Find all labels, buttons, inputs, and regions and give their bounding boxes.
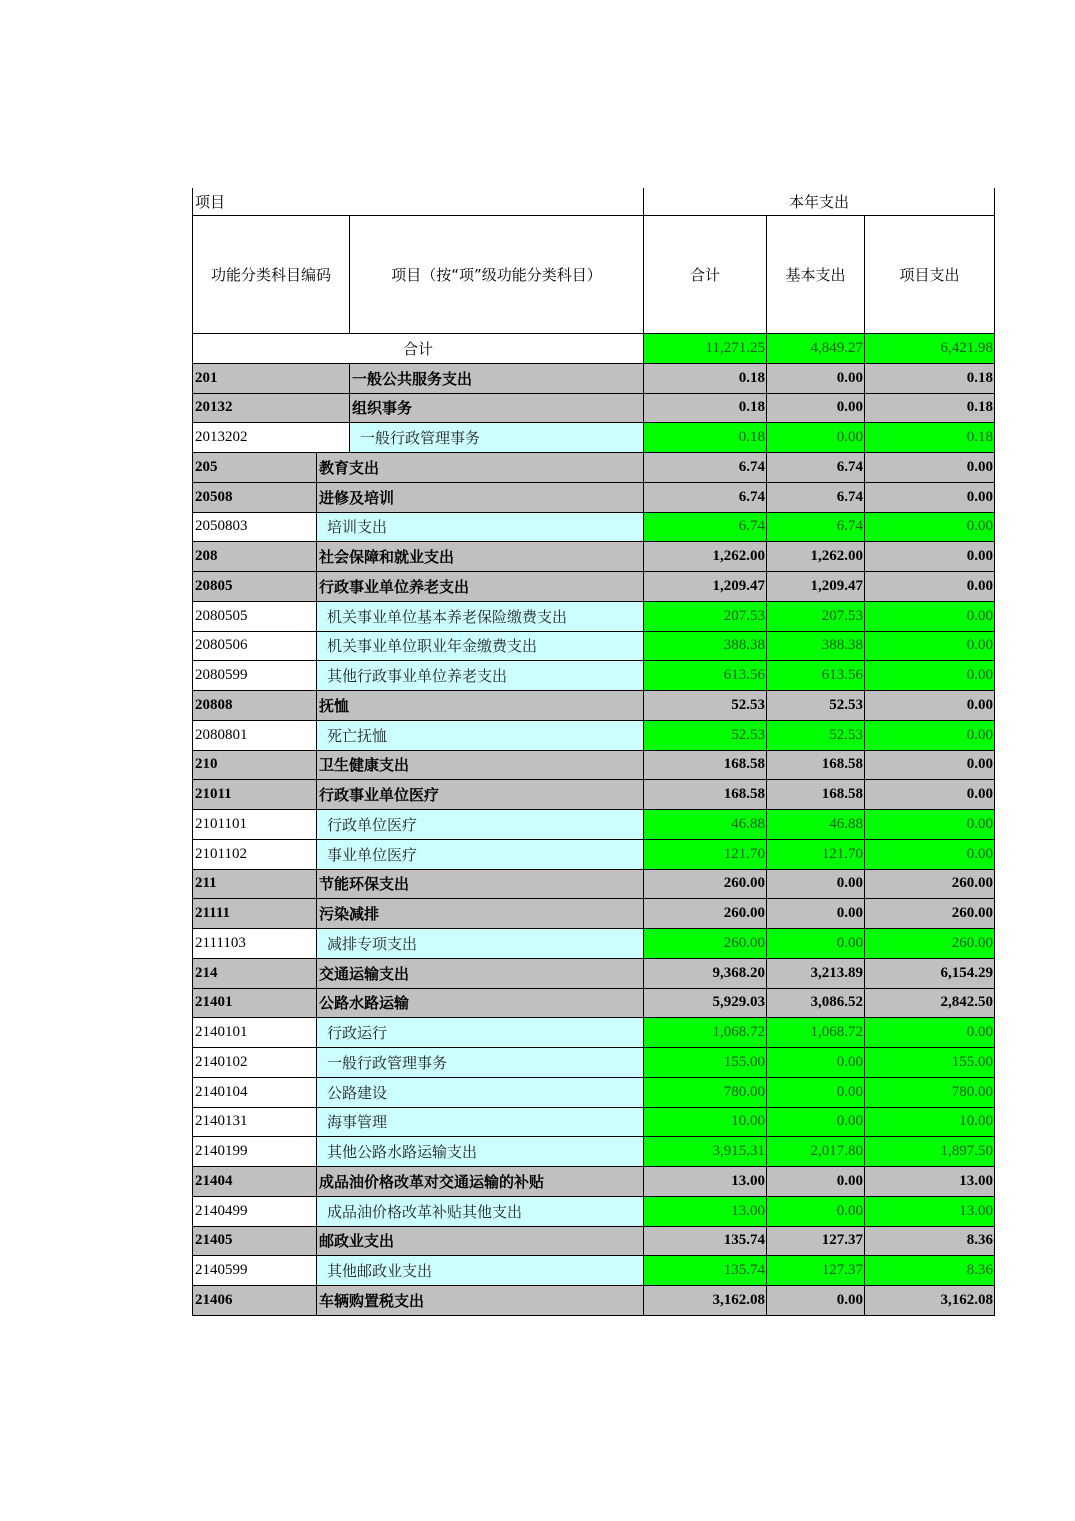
row-total: 6.74 bbox=[643, 453, 766, 482]
row-total: 52.53 bbox=[643, 721, 766, 750]
table-row bbox=[192, 423, 995, 453]
row-total: 780.00 bbox=[643, 1078, 766, 1107]
row-code: 2080506 bbox=[192, 632, 316, 661]
row-code: 21404 bbox=[192, 1167, 316, 1196]
row-project: 0.00 bbox=[864, 721, 995, 750]
row-basic: 0.00 bbox=[766, 1108, 864, 1137]
total-row-label: 合计 bbox=[192, 334, 643, 363]
row-total: 13.00 bbox=[643, 1197, 766, 1226]
row-item-name: 一般公共服务支出 bbox=[349, 364, 643, 393]
row-total: 3,162.08 bbox=[643, 1286, 766, 1315]
row-code: 2101101 bbox=[192, 810, 316, 839]
row-basic: 0.00 bbox=[766, 899, 864, 928]
row-project: 0.00 bbox=[864, 840, 995, 869]
table-row bbox=[192, 989, 995, 1019]
row-item-name: 其他行政事业单位养老支出 bbox=[316, 661, 643, 690]
table-row bbox=[192, 1286, 995, 1316]
table-row bbox=[192, 632, 995, 662]
project-header: 项目 bbox=[192, 188, 643, 215]
row-item-name: 进修及培训 bbox=[316, 483, 643, 512]
row-basic: 388.38 bbox=[766, 632, 864, 661]
row-project: 2,842.50 bbox=[864, 989, 995, 1018]
table-row bbox=[192, 513, 995, 543]
row-project: 0.00 bbox=[864, 602, 995, 631]
table-row bbox=[192, 1227, 995, 1257]
row-project: 8.36 bbox=[864, 1256, 995, 1285]
row-project: 780.00 bbox=[864, 1078, 995, 1107]
row-project: 10.00 bbox=[864, 1108, 995, 1137]
row-item-name: 行政事业单位养老支出 bbox=[316, 572, 643, 601]
row-total: 207.53 bbox=[643, 602, 766, 631]
row-item-name: 成品油价格改革补贴其他支出 bbox=[316, 1197, 643, 1226]
row-code: 20808 bbox=[192, 691, 316, 720]
row-item-name: 海事管理 bbox=[316, 1108, 643, 1137]
row-code: 2140101 bbox=[192, 1018, 316, 1047]
row-project: 8.36 bbox=[864, 1227, 995, 1256]
row-project: 260.00 bbox=[864, 899, 995, 928]
row-basic: 0.00 bbox=[766, 1048, 864, 1077]
code-header: 功能分类科目编码 bbox=[192, 216, 349, 333]
row-item-name: 培训支出 bbox=[316, 513, 643, 542]
row-project: 260.00 bbox=[864, 929, 995, 958]
table-row bbox=[192, 661, 995, 691]
row-total: 613.56 bbox=[643, 661, 766, 690]
row-basic: 1,209.47 bbox=[766, 572, 864, 601]
row-item-name: 机关事业单位职业年金缴费支出 bbox=[316, 632, 643, 661]
row-basic: 0.00 bbox=[766, 929, 864, 958]
row-code: 211 bbox=[192, 870, 316, 899]
row-item-name: 污染减排 bbox=[316, 899, 643, 928]
row-project: 13.00 bbox=[864, 1197, 995, 1226]
row-basic: 1,068.72 bbox=[766, 1018, 864, 1047]
row-total: 388.38 bbox=[643, 632, 766, 661]
table-row bbox=[192, 1018, 995, 1048]
table-row bbox=[192, 1048, 995, 1078]
project-spend-header: 项目支出 bbox=[864, 216, 995, 333]
row-project: 1,897.50 bbox=[864, 1137, 995, 1166]
row-total: 6.74 bbox=[643, 483, 766, 512]
row-item-name: 死亡抚恤 bbox=[316, 721, 643, 750]
row-basic: 0.00 bbox=[766, 1078, 864, 1107]
row-total: 1,262.00 bbox=[643, 542, 766, 571]
row-total: 6.74 bbox=[643, 513, 766, 542]
row-item-name: 节能环保支出 bbox=[316, 870, 643, 899]
row-project: 0.00 bbox=[864, 572, 995, 601]
table-row bbox=[192, 542, 995, 572]
row-project: 0.00 bbox=[864, 1018, 995, 1047]
row-total: 121.70 bbox=[643, 840, 766, 869]
table-top-header bbox=[192, 188, 995, 216]
total-header: 合计 bbox=[643, 216, 766, 333]
row-code: 21011 bbox=[192, 780, 316, 809]
row-basic: 168.58 bbox=[766, 751, 864, 780]
table-row bbox=[192, 751, 995, 781]
row-basic: 1,262.00 bbox=[766, 542, 864, 571]
row-code: 2140199 bbox=[192, 1137, 316, 1166]
row-code: 21111 bbox=[192, 899, 316, 928]
table-row bbox=[192, 1256, 995, 1286]
row-basic: 127.37 bbox=[766, 1227, 864, 1256]
row-basic: 0.00 bbox=[766, 394, 864, 423]
row-code: 2080599 bbox=[192, 661, 316, 690]
table-row bbox=[192, 1197, 995, 1227]
table-row bbox=[192, 1167, 995, 1197]
table-row bbox=[192, 572, 995, 602]
row-basic: 6.74 bbox=[766, 513, 864, 542]
table-row bbox=[192, 929, 995, 959]
row-project: 260.00 bbox=[864, 870, 995, 899]
row-item-name: 组织事务 bbox=[349, 394, 643, 423]
row-project: 13.00 bbox=[864, 1167, 995, 1196]
row-code: 21405 bbox=[192, 1227, 316, 1256]
row-code: 2050803 bbox=[192, 513, 316, 542]
row-total: 13.00 bbox=[643, 1167, 766, 1196]
row-basic: 46.88 bbox=[766, 810, 864, 839]
row-code: 21406 bbox=[192, 1286, 316, 1315]
budget-table bbox=[192, 188, 995, 1316]
row-code: 208 bbox=[192, 542, 316, 571]
row-item-name: 行政运行 bbox=[316, 1018, 643, 1047]
row-code: 2140102 bbox=[192, 1048, 316, 1077]
row-item-name: 教育支出 bbox=[316, 453, 643, 482]
row-basic: 207.53 bbox=[766, 602, 864, 631]
row-basic: 0.00 bbox=[766, 870, 864, 899]
row-basic: 127.37 bbox=[766, 1256, 864, 1285]
row-item-name: 减排专项支出 bbox=[316, 929, 643, 958]
table-sub-header bbox=[192, 216, 995, 334]
row-code: 20132 bbox=[192, 394, 349, 423]
row-item-name: 公路建设 bbox=[316, 1078, 643, 1107]
table-row bbox=[192, 602, 995, 632]
row-total: 0.18 bbox=[643, 394, 766, 423]
row-basic: 52.53 bbox=[766, 691, 864, 720]
row-code: 2140599 bbox=[192, 1256, 316, 1285]
row-total: 0.18 bbox=[643, 364, 766, 393]
row-item-name: 一般行政管理事务 bbox=[349, 423, 643, 452]
row-item-name: 车辆购置税支出 bbox=[316, 1286, 643, 1315]
row-code: 2111103 bbox=[192, 929, 316, 958]
table-row bbox=[192, 899, 995, 929]
row-project: 6,154.29 bbox=[864, 959, 995, 988]
row-total: 3,915.31 bbox=[643, 1137, 766, 1166]
row-code: 214 bbox=[192, 959, 316, 988]
row-item-name: 机关事业单位基本养老保险缴费支出 bbox=[316, 602, 643, 631]
row-code: 2140131 bbox=[192, 1108, 316, 1137]
row-item-name: 交通运输支出 bbox=[316, 959, 643, 988]
row-total: 135.74 bbox=[643, 1256, 766, 1285]
row-project: 0.00 bbox=[864, 513, 995, 542]
row-total: 9,368.20 bbox=[643, 959, 766, 988]
row-code: 20805 bbox=[192, 572, 316, 601]
row-basic: 0.00 bbox=[766, 1167, 864, 1196]
row-project: 0.18 bbox=[864, 364, 995, 393]
row-total: 1,209.47 bbox=[643, 572, 766, 601]
row-basic: 0.00 bbox=[766, 364, 864, 393]
table-row bbox=[192, 870, 995, 900]
row-total: 168.58 bbox=[643, 751, 766, 780]
table-row bbox=[192, 453, 995, 483]
row-project: 0.18 bbox=[864, 394, 995, 423]
row-item-name: 其他邮政业支出 bbox=[316, 1256, 643, 1285]
row-item-name: 其他公路水路运输支出 bbox=[316, 1137, 643, 1166]
table-row bbox=[192, 721, 995, 751]
row-project: 0.00 bbox=[864, 661, 995, 690]
row-total: 5,929.03 bbox=[643, 989, 766, 1018]
row-code: 20508 bbox=[192, 483, 316, 512]
row-total: 135.74 bbox=[643, 1227, 766, 1256]
row-code: 2013202 bbox=[192, 423, 349, 452]
row-item-name: 卫生健康支出 bbox=[316, 751, 643, 780]
row-project: 3,162.08 bbox=[864, 1286, 995, 1315]
row-total: 168.58 bbox=[643, 780, 766, 809]
row-basic: 52.53 bbox=[766, 721, 864, 750]
row-total: 260.00 bbox=[643, 870, 766, 899]
table-row bbox=[192, 483, 995, 513]
row-total: 155.00 bbox=[643, 1048, 766, 1077]
row-item-name: 行政单位医疗 bbox=[316, 810, 643, 839]
row-item-name: 事业单位医疗 bbox=[316, 840, 643, 869]
year-spend-header: 本年支出 bbox=[643, 188, 995, 215]
row-code: 201 bbox=[192, 364, 349, 393]
row-code: 21401 bbox=[192, 989, 316, 1018]
basic-header: 基本支出 bbox=[766, 216, 864, 333]
total-row-basic: 4,849.27 bbox=[766, 334, 864, 363]
row-project: 0.00 bbox=[864, 691, 995, 720]
table-row bbox=[192, 959, 995, 989]
table-row bbox=[192, 364, 995, 394]
row-item-name: 抚恤 bbox=[316, 691, 643, 720]
row-basic: 6.74 bbox=[766, 453, 864, 482]
total-row bbox=[192, 334, 995, 364]
row-basic: 3,086.52 bbox=[766, 989, 864, 1018]
row-code: 2140104 bbox=[192, 1078, 316, 1107]
row-total: 52.53 bbox=[643, 691, 766, 720]
row-basic: 6.74 bbox=[766, 483, 864, 512]
table-body bbox=[192, 364, 995, 1316]
total-row-total: 11,271.25 bbox=[643, 334, 766, 363]
row-project: 0.00 bbox=[864, 780, 995, 809]
row-project: 0.00 bbox=[864, 542, 995, 571]
row-item-name: 成品油价格改革对交通运输的补贴 bbox=[316, 1167, 643, 1196]
row-basic: 3,213.89 bbox=[766, 959, 864, 988]
row-code: 2101102 bbox=[192, 840, 316, 869]
table-row bbox=[192, 691, 995, 721]
row-project: 0.00 bbox=[864, 453, 995, 482]
table-row bbox=[192, 840, 995, 870]
row-total: 1,068.72 bbox=[643, 1018, 766, 1047]
total-row-project: 6,421.98 bbox=[864, 334, 995, 363]
table-row bbox=[192, 810, 995, 840]
row-total: 260.00 bbox=[643, 899, 766, 928]
row-basic: 2,017.80 bbox=[766, 1137, 864, 1166]
table-row bbox=[192, 1108, 995, 1138]
row-basic: 168.58 bbox=[766, 780, 864, 809]
row-code: 2080505 bbox=[192, 602, 316, 631]
row-project: 155.00 bbox=[864, 1048, 995, 1077]
row-basic: 613.56 bbox=[766, 661, 864, 690]
row-basic: 0.00 bbox=[766, 1286, 864, 1315]
row-project: 0.00 bbox=[864, 632, 995, 661]
row-item-name: 公路水路运输 bbox=[316, 989, 643, 1018]
table-row bbox=[192, 780, 995, 810]
row-item-name: 社会保障和就业支出 bbox=[316, 542, 643, 571]
row-project: 0.00 bbox=[864, 751, 995, 780]
row-code: 2080801 bbox=[192, 721, 316, 750]
row-code: 2140499 bbox=[192, 1197, 316, 1226]
row-total: 10.00 bbox=[643, 1108, 766, 1137]
row-project: 0.18 bbox=[864, 423, 995, 452]
row-item-name: 行政事业单位医疗 bbox=[316, 780, 643, 809]
table-row bbox=[192, 1078, 995, 1108]
row-project: 0.00 bbox=[864, 483, 995, 512]
row-project: 0.00 bbox=[864, 810, 995, 839]
row-item-name: 一般行政管理事务 bbox=[316, 1048, 643, 1077]
row-basic: 0.00 bbox=[766, 1197, 864, 1226]
item-header: 项目（按“项”级功能分类科目） bbox=[349, 216, 643, 333]
row-total: 0.18 bbox=[643, 423, 766, 452]
row-code: 205 bbox=[192, 453, 316, 482]
row-code: 210 bbox=[192, 751, 316, 780]
row-item-name: 邮政业支出 bbox=[316, 1227, 643, 1256]
row-total: 260.00 bbox=[643, 929, 766, 958]
row-basic: 121.70 bbox=[766, 840, 864, 869]
row-total: 46.88 bbox=[643, 810, 766, 839]
row-basic: 0.00 bbox=[766, 423, 864, 452]
table-row bbox=[192, 394, 995, 424]
table-row bbox=[192, 1137, 995, 1167]
